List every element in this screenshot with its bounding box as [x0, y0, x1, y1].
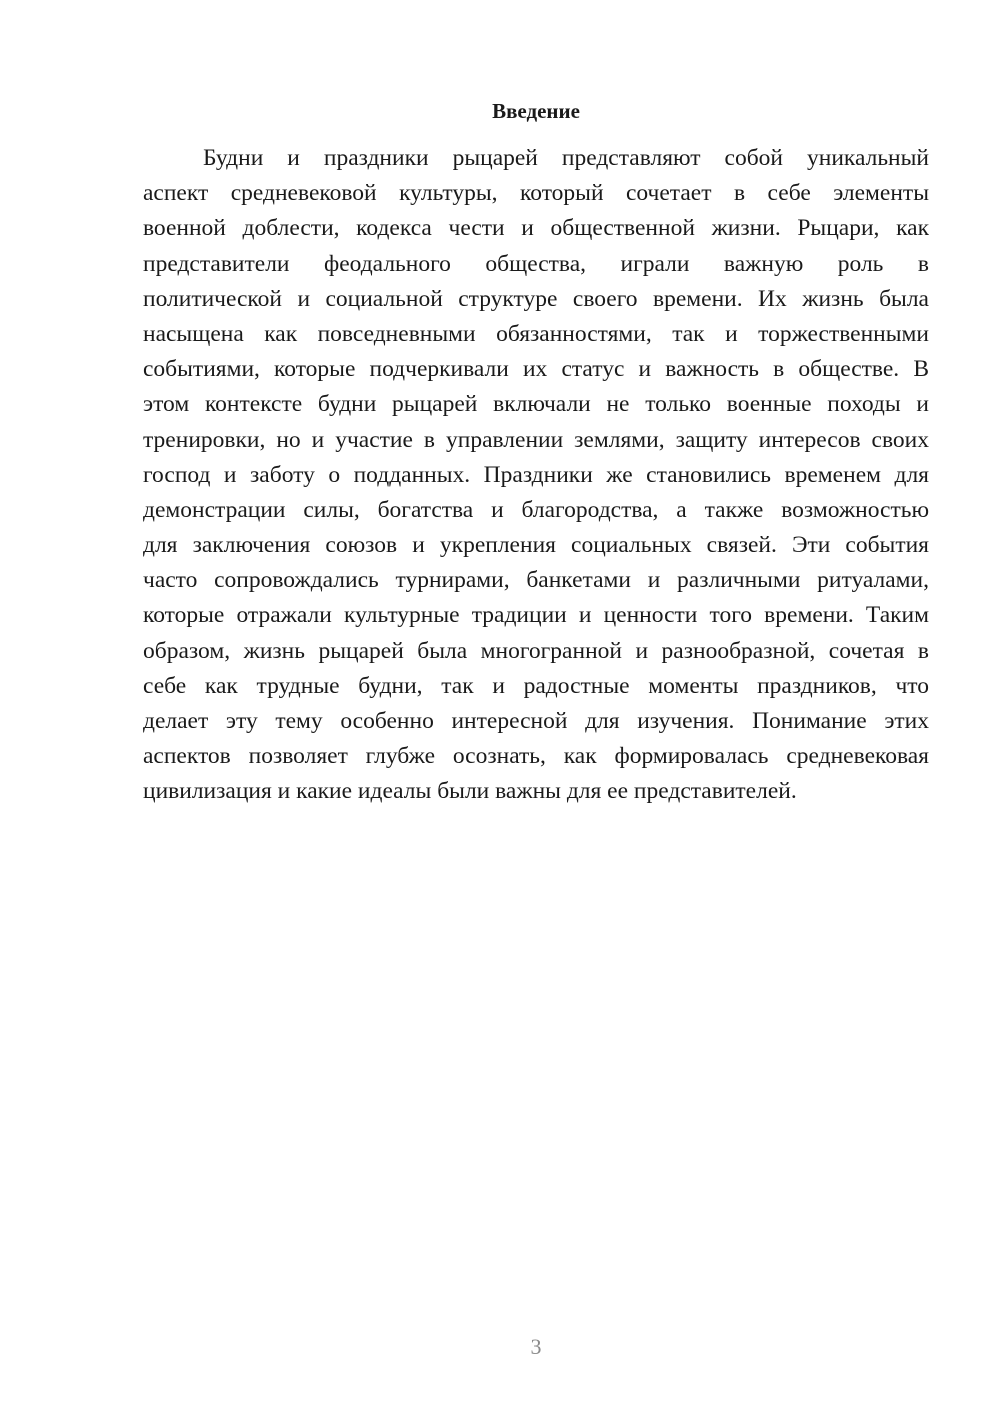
paragraph-line: этом контексте будни рыцарей включали не только военные походы и — [143, 391, 929, 418]
paragraph-line: делает эту тему особенно интересной для изучения. Понимание этих — [143, 708, 929, 734]
paragraph-line: событиями, которые подчеркивали их статус и важность в обществе. В — [143, 356, 929, 383]
paragraph-line: образом, жизнь рыцарей была многогранной и разнообразной, сочетая в — [143, 637, 929, 664]
paragraph-line: насыщена как повседневными обязанностями, так и торжественными — [143, 320, 929, 347]
paragraph-line: аспект средневековой культуры, который сочетает в себе элементы — [143, 180, 929, 207]
paragraph-line: цивилизация и какие идеалы были важны для ее представителей. — [143, 778, 797, 805]
paragraph-line: аспектов позволяет глубже осознать, как формировалась средневековая — [143, 743, 929, 770]
paragraph-line: себе как трудные будни, так и радостные моменты праздников, что — [143, 672, 929, 699]
paragraph-line: демонстрации силы, богатства и благородства, а также возможностью — [143, 496, 929, 523]
paragraph-line: господ и заботу о подданных. Праздники же становились временем для — [143, 461, 929, 488]
paragraph-line: военной доблести, кодекса чести и общественной жизни. Рыцари, как — [143, 215, 929, 242]
section-heading: Введение — [492, 99, 580, 123]
paragraph-line: политической и социальной структуре своего времени. Их жизнь была — [143, 285, 929, 312]
paragraph-line: часто сопровождались турнирами, банкетами и различными ритуалами, — [143, 567, 929, 594]
paragraph-line: для заключения союзов и укрепления социальных связей. Эти события — [143, 532, 929, 559]
page-number: 3 — [530, 1334, 542, 1359]
paragraph-line: Будни и праздники рыцарей представляют собой уникальный — [203, 145, 929, 171]
paragraph-line: которые отражали культурные традиции и ценности того времени. Таким — [143, 602, 929, 629]
paragraph-line: тренировки, но и участие в управлении землями, защиту интересов своих — [143, 426, 929, 453]
intro-paragraph — [143, 141, 929, 810]
paragraph-line: представители феодального общества, играли важную роль в — [143, 250, 929, 277]
